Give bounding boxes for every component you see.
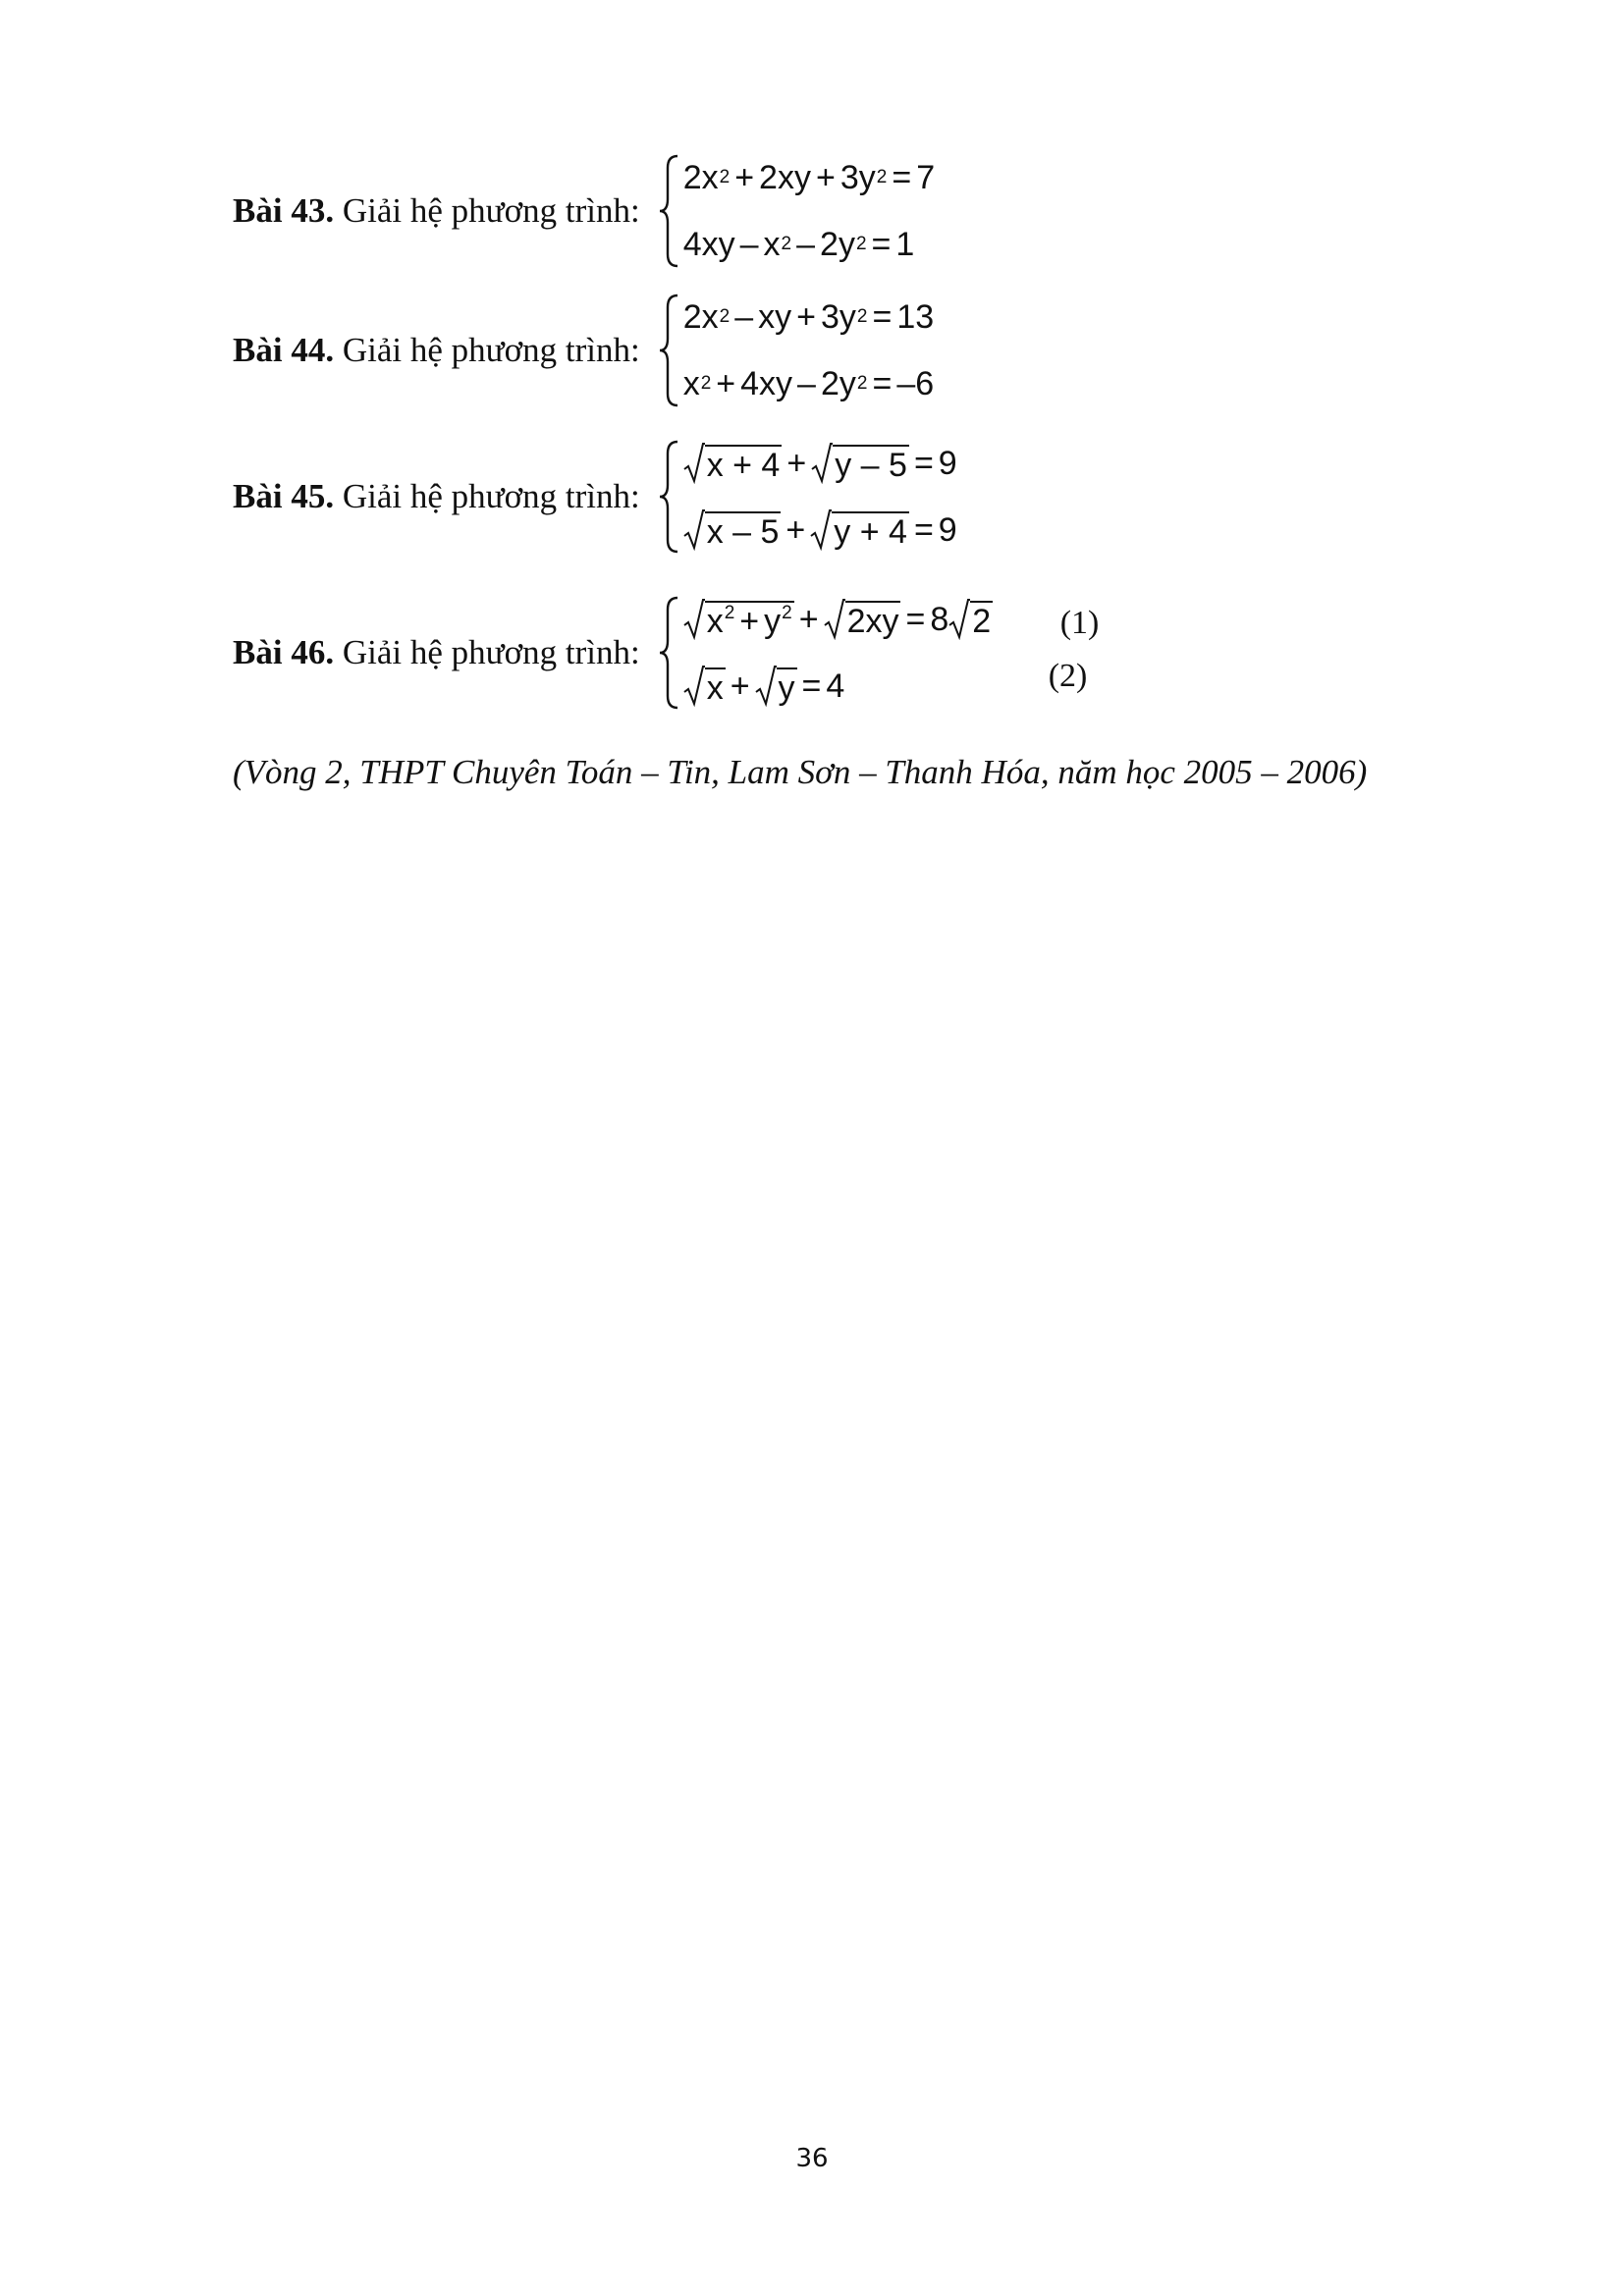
- term: x: [706, 603, 724, 640]
- term: x: [682, 365, 700, 402]
- term: 2xy: [759, 159, 811, 196]
- problem-number: Bài 45.: [233, 477, 335, 515]
- problem-46: [233, 589, 1480, 717]
- operator: +: [815, 159, 836, 196]
- radicand: x + 4: [706, 447, 781, 484]
- equals-sign: =: [872, 298, 893, 336]
- rhs-value: 9: [938, 511, 957, 549]
- radical-sign-icon: [811, 443, 833, 484]
- square-root: [948, 599, 993, 640]
- term: 4xy: [682, 226, 735, 263]
- square-root: [683, 443, 783, 484]
- radical-sign-icon: [810, 509, 832, 551]
- left-brace-icon: [658, 440, 681, 554]
- page-number: 36: [795, 2144, 829, 2173]
- problem-label: [233, 633, 640, 672]
- radicand: y + 4: [834, 513, 907, 551]
- equation-1: [683, 439, 957, 488]
- operator: –: [797, 365, 816, 402]
- exponent: 2: [782, 603, 792, 623]
- equation-2: [683, 662, 994, 711]
- square-root: [683, 599, 794, 640]
- square-root: [683, 666, 726, 707]
- term: 2x: [682, 298, 719, 336]
- term: 2y: [820, 226, 855, 263]
- problem-label: [233, 477, 640, 516]
- radical-sign-icon: [683, 666, 705, 707]
- left-brace-icon: [658, 596, 681, 710]
- term: y: [764, 603, 782, 640]
- operator: +: [734, 159, 755, 196]
- operator: –: [734, 298, 754, 336]
- radicand: 2: [972, 603, 992, 640]
- equation-number-1: (1): [1059, 605, 1100, 641]
- problem-number: Bài 43.: [233, 191, 335, 230]
- source-note: (Vòng 2, THPT Chuyên Toán – Tin, Lam Sơn – Thanh Hóa, năm học 2005 – 2006): [233, 753, 1368, 791]
- term: xy: [758, 298, 792, 336]
- equation-number-2: (2): [1048, 658, 1088, 694]
- equals-sign: =: [892, 159, 912, 196]
- problem-number: Bài 46.: [233, 633, 335, 671]
- rhs-value: 7: [916, 159, 936, 196]
- equation-system: [658, 147, 935, 275]
- problem-instruction: Giải hệ phương trình:: [334, 191, 640, 230]
- radical-sign-icon: [683, 509, 705, 551]
- rhs-value: –6: [896, 365, 935, 402]
- operator: +: [786, 445, 807, 482]
- term: 4xy: [740, 365, 793, 402]
- radical-sign-icon: [755, 666, 777, 707]
- radicand: x: [706, 669, 724, 707]
- operator: +: [798, 601, 819, 638]
- square-root: [810, 509, 909, 551]
- radicand: y – 5: [835, 447, 907, 484]
- problem-number: Bài 44.: [233, 331, 335, 369]
- operator: +: [739, 603, 760, 640]
- operator: –: [796, 226, 816, 263]
- problem-instruction: Giải hệ phương trình:: [334, 477, 640, 515]
- radical-sign-icon: [683, 443, 705, 484]
- term: 2y: [820, 365, 856, 402]
- equals-sign: =: [871, 226, 892, 263]
- problem-label: [233, 331, 640, 370]
- radical-sign-icon: [683, 599, 705, 640]
- left-brace-icon: [658, 294, 681, 407]
- operator: +: [785, 511, 806, 549]
- equals-sign: =: [913, 445, 934, 482]
- equation-system: [658, 287, 934, 414]
- left-brace-icon: [658, 154, 681, 268]
- square-root: [683, 509, 782, 551]
- equals-sign: =: [905, 601, 926, 638]
- square-root: [824, 599, 901, 640]
- rhs-value: 13: [896, 298, 935, 336]
- problem-instruction: Giải hệ phương trình:: [334, 331, 640, 369]
- operator: +: [730, 667, 750, 705]
- equation-1: 2x 2 – xy + 3y 2 = 13: [683, 293, 934, 342]
- radical-sign-icon: [948, 599, 970, 640]
- equation-system: [658, 589, 1100, 717]
- radical-sign-icon: [824, 599, 845, 640]
- equation-2: 4xy – x 2 – 2y 2 = 1: [683, 220, 935, 269]
- equation-1: [683, 595, 994, 644]
- radicand: 2xy: [846, 603, 899, 640]
- rhs-value: 9: [938, 445, 957, 482]
- problem-45: [233, 433, 1480, 561]
- square-root: [811, 443, 909, 484]
- equation-1: 2x 2 + 2xy + 3y 2 = 7: [683, 153, 935, 202]
- term: 2x: [682, 159, 719, 196]
- term: x: [763, 226, 781, 263]
- radicand: y: [778, 669, 795, 707]
- rhs-value: 4: [826, 667, 845, 705]
- equation-system: [658, 433, 957, 561]
- exponent: 2: [724, 603, 735, 623]
- operator: +: [716, 365, 736, 402]
- equals-sign: =: [801, 667, 822, 705]
- problem-43: [233, 147, 1480, 275]
- equation-2: x 2 + 4xy – 2y 2 = –6: [683, 359, 934, 408]
- equals-sign: =: [913, 511, 934, 549]
- equation-2: [683, 506, 957, 555]
- radicand: [705, 601, 794, 640]
- square-root: [755, 666, 797, 707]
- coefficient: 8: [930, 601, 949, 638]
- operator: –: [739, 226, 759, 263]
- problem-44: [233, 287, 1480, 414]
- term: 3y: [820, 298, 856, 336]
- operator: +: [796, 298, 816, 336]
- equals-sign: =: [872, 365, 893, 402]
- rhs-value: 1: [895, 226, 915, 263]
- radicand: x – 5: [706, 513, 780, 551]
- problem-label: [233, 191, 640, 231]
- problem-instruction: Giải hệ phương trình:: [334, 633, 640, 671]
- term: 3y: [839, 159, 876, 196]
